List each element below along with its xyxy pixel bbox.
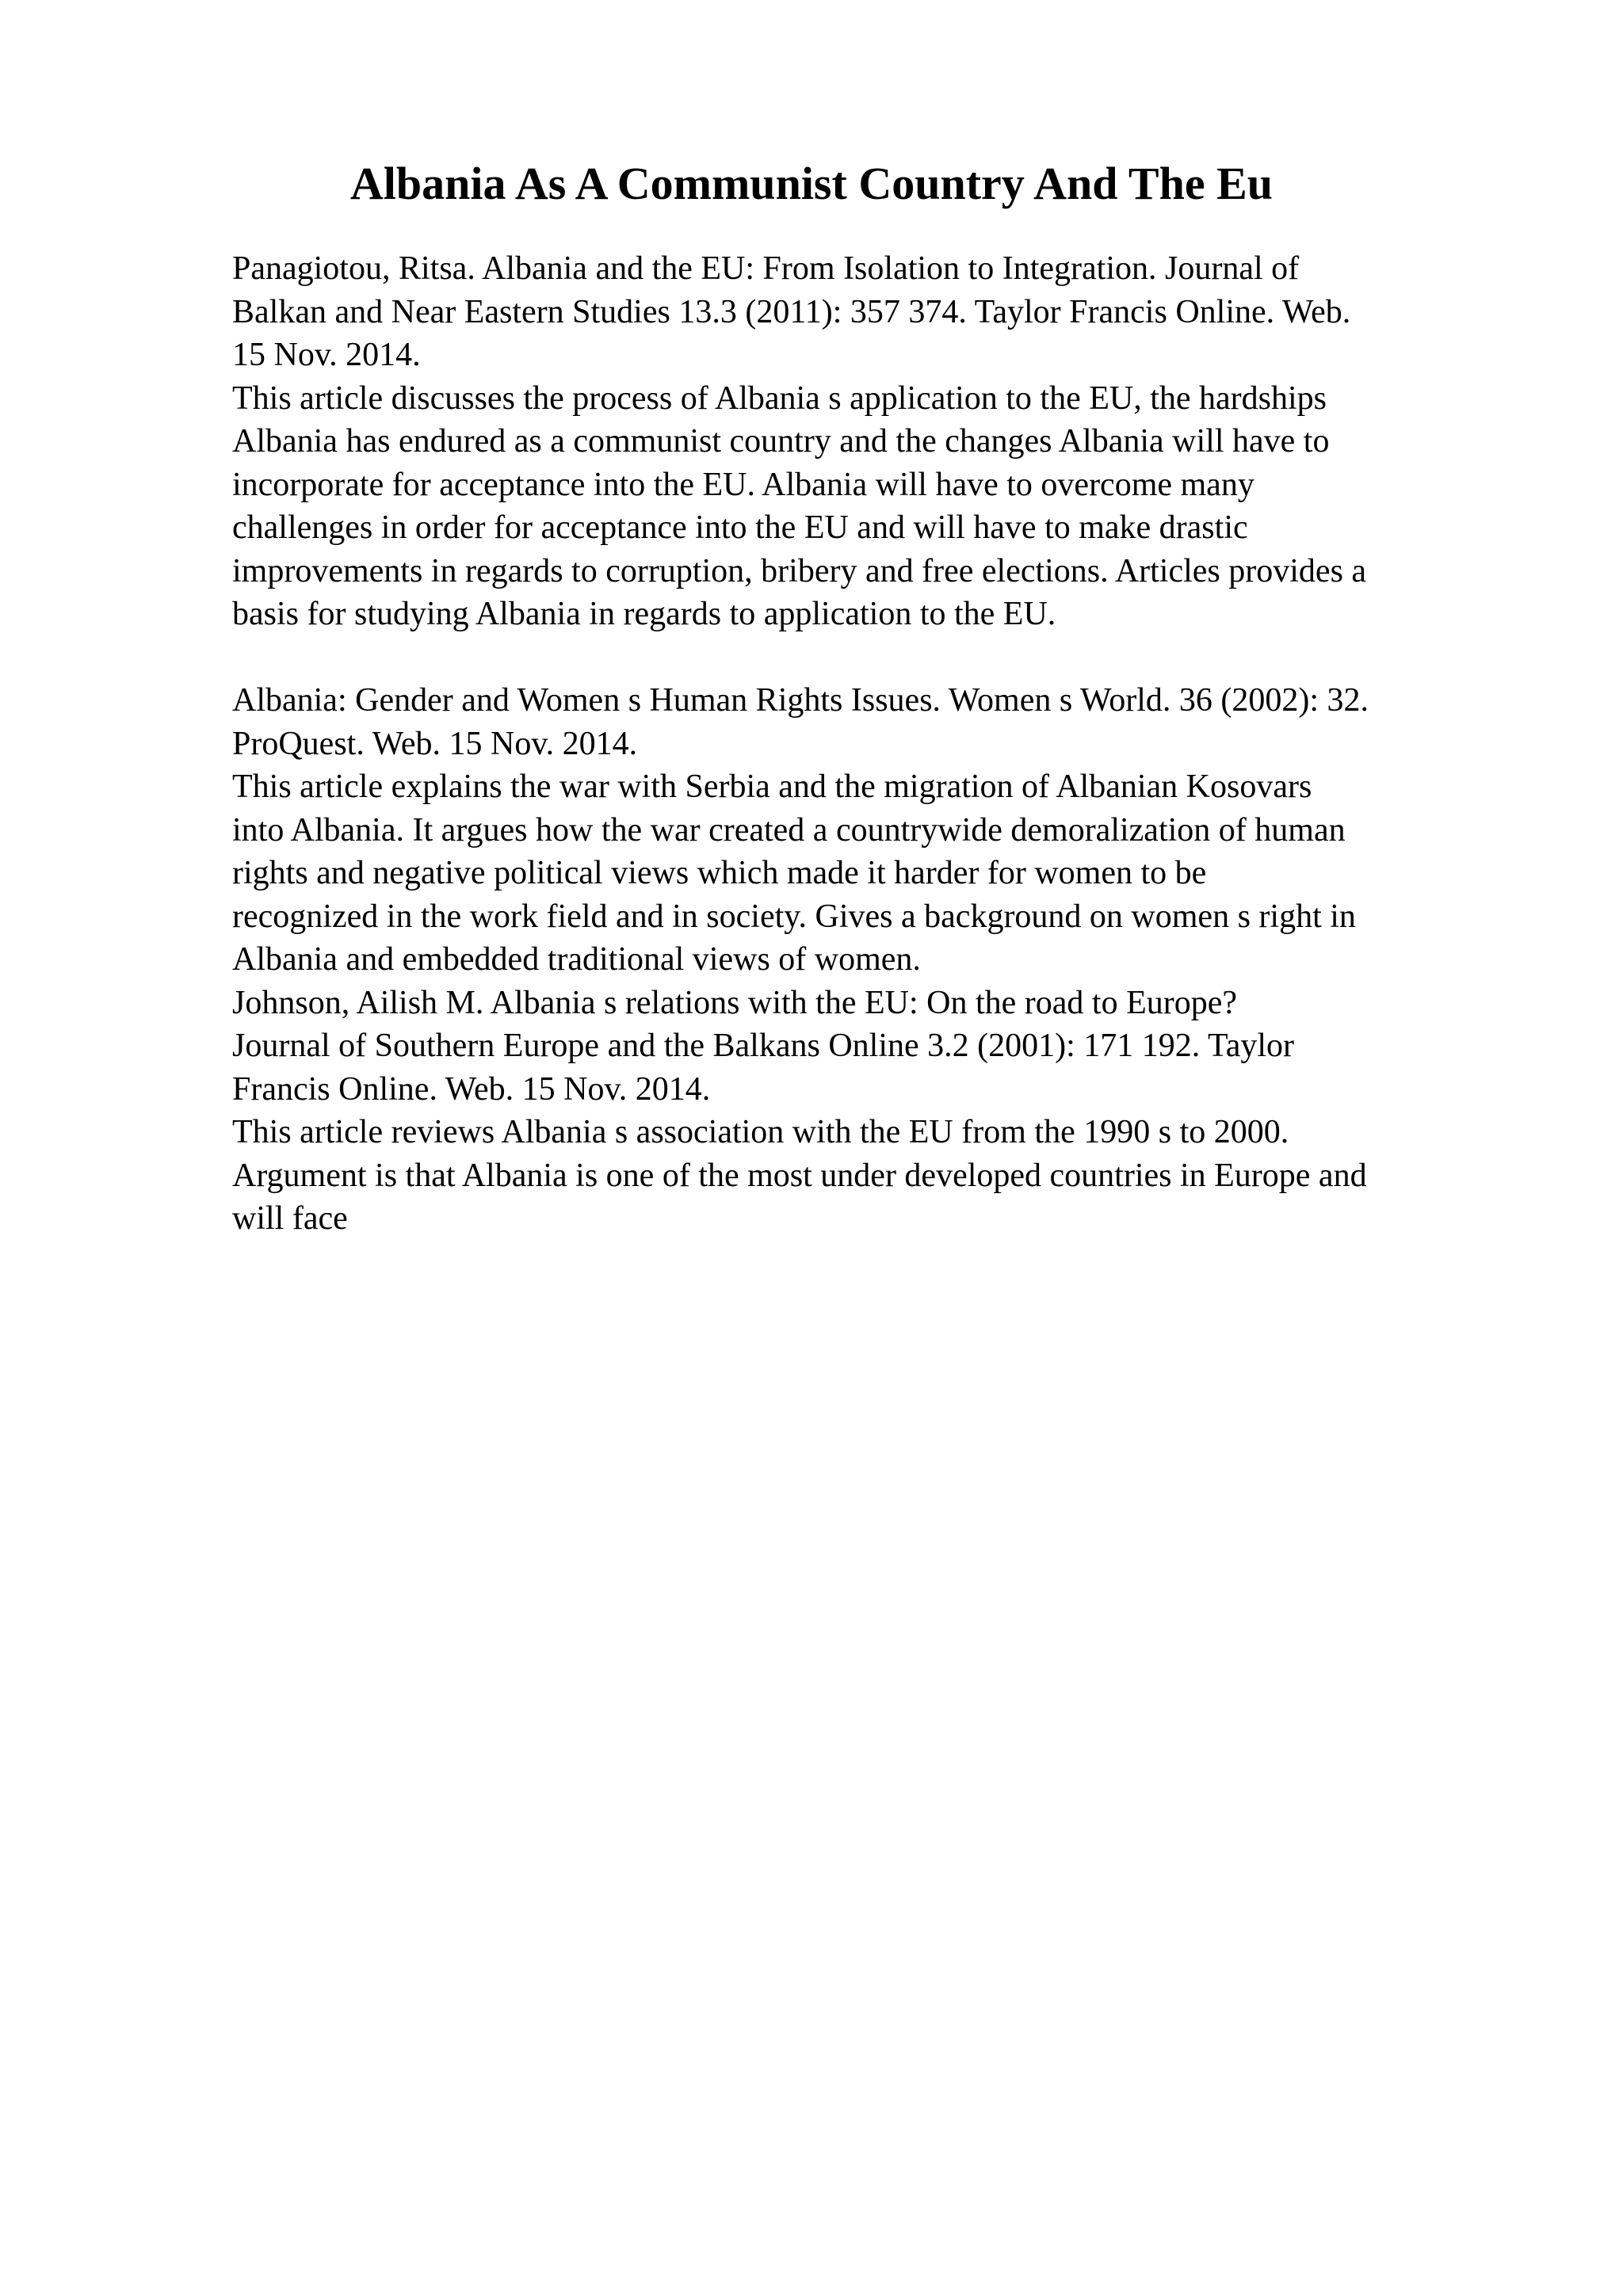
body-line: incorporate for acceptance into the EU. Albania will have to overcome many [232,466,1254,503]
body-line: 15 Nov. 2014. [232,337,421,373]
body-line: improvements in regards to corruption, bribery and free elections. Articles provides a [232,552,1367,589]
body-line: This article explains the war with Serbia and the migration of Albanian Kosovars [232,769,1312,805]
body-line: Albania has endured as a communist country and the changes Albania will have to [232,423,1330,460]
body-line: This article reviews Albania s association with the EU from the 1990 s to 2000. [232,1114,1289,1150]
body-line: will face [232,1200,348,1237]
body-line: into Albania. It argues how the war created a countrywide demoralization of human [232,811,1346,849]
document-title: Albania As A Communist Country And The Eu [349,158,1274,209]
document-body [232,247,1595,1241]
body-line: Panagiotou, Ritsa. Albania and the EU: From Isolation to Integration. Journal of [232,250,1300,287]
body-line: This article discusses the process of Albania s application to the EU, the hardships [232,379,1327,417]
body-line: Johnson, Ailish M. Albania s relations with the EU: On the road to Europe? [232,984,1237,1021]
body-line: Albania and embedded traditional views of women. [232,941,921,978]
body-line: Journal of Southern Europe and the Balkans Online 3.2 (2001): 171 192. Taylor [232,1028,1295,1064]
paragraph-gap [232,636,1595,680]
body-line: Balkan and Near Eastern Studies 13.3 (2011): 357 374. Taylor Francis Online. Web. [232,293,1351,330]
body-line: challenges in order for acceptance into the EU and will have to make drastic [232,509,1248,546]
body-line: Argument is that Albania is one of the most under developed countries in Europe and [232,1157,1367,1194]
body-line: basis for studying Albania in regards to application to the EU. [232,596,1056,632]
body-line: Francis Online. Web. 15 Nov. 2014. [232,1070,711,1108]
body-line: ProQuest. Web. 15 Nov. 2014. [232,725,638,762]
body-line: rights and negative political views which made it harder for women to be [232,855,1207,891]
body-line: recognized in the work field and in society. Gives a background on women s right in [232,898,1356,935]
body-line: Albania: Gender and Women s Human Rights Issues. Women s World. 36 (2002): 32. [232,682,1369,719]
